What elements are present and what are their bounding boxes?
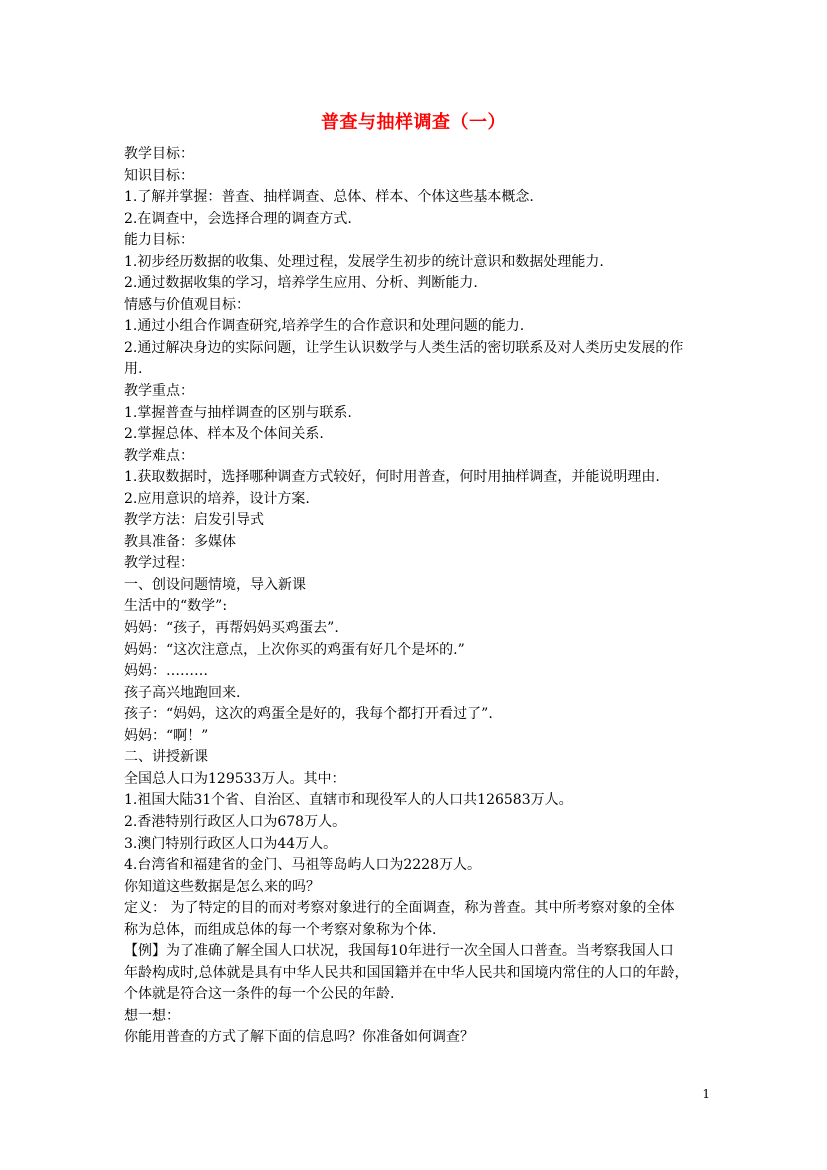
text-line: 教学难点： [124,447,194,464]
text-line: 用. [124,361,143,378]
text-line: 【例】为了准确了解全国人口状况，我国每10年进行一次全国人口普查。当考察我国人口 [124,943,674,960]
text-line: 知识目标： [124,167,194,184]
text-line: 2.应用意识的培养，设计方案. [124,490,310,507]
text-line: 孩子：“妈妈，这次的鸡蛋全是好的，我每个都打开看过了”. [124,706,493,723]
text-line: 2.香港特别行政区人口为678万人。 [124,813,347,830]
text-line: 能力目标： [124,232,194,249]
text-line: 称为总体，而组成总体的每一个考察对象称为个体. [124,921,437,938]
text-line: 年龄构成时,总体就是具有中华人民共和国国籍并在中华人民共和国境内常住的人口的年龄， [124,964,689,981]
text-line: 你知道这些数据是怎么来的吗？ [124,878,320,895]
text-line: 教学方法：启发引导式 [124,512,264,529]
document-body [124,144,710,1049]
text-line: 2.通过解决身边的实际问题，让学生认识数学与人类生活的密切联系及对人类历史发展的作 [124,339,684,356]
text-line: 一、创设问题情境，导入新课 [124,576,306,593]
page-number: 1 [702,1087,710,1101]
text-line: 1.掌握普查与抽样调查的区别与联系. [124,404,352,421]
text-line: 妈妈：……… [124,663,208,680]
text-line: 2.掌握总体、样本及个体间关系. [124,426,324,443]
text-line: 2.通过数据收集的学习，培养学生应用、分析、判断能力. [124,275,478,292]
text-line: 1.初步经历数据的收集、处理过程，发展学生初步的统计意识和数据处理能力. [124,253,604,270]
text-line: 妈妈：“这次注意点，上次你买的鸡蛋有好几个是坏的.” [124,641,465,658]
text-line: 3.澳门特别行政区人口为44万人。 [124,835,338,852]
text-line: 孩子高兴地跑回来. [124,684,241,701]
text-line: 1.了解并掌握：普查、抽样调查、总体、样本、个体这些基本概念. [124,189,534,206]
text-line: 定义： 为了特定的目的而对考察对象进行的全面调查，称为普查。其中所考察对象的全体 [124,900,675,917]
text-line: 教学重点： [124,383,194,400]
text-line: 教学目标： [124,146,194,162]
text-line: 妈妈：“孩子，再帮妈妈买鸡蛋去”. [124,620,339,637]
text-line: 2.在调查中，会选择合理的调查方式. [124,210,352,227]
text-line: 妈妈：“啊！” [124,727,209,744]
text-line: 教具准备：多媒体 [124,533,236,550]
text-line: 1.通过小组合作调查研究,培养学生的合作意识和处理问题的能力. [124,318,525,335]
text-line: 个体就是符合这一条件的每一个公民的年龄. [124,986,395,1003]
text-line: 教学过程： [124,555,194,572]
text-line: 4.台湾省和福建省的金门、马祖等岛屿人口为2228万人。 [124,857,481,874]
text-line: 生活中的“数学”: [124,598,228,615]
text-line: 二、讲授新课 [124,749,208,766]
text-line: 你能用普查的方式了解下面的信息吗？你准备如何调查？ [124,1029,474,1046]
text-line: 情感与价值观目标： [124,296,250,313]
text-line: 想一想： [124,1007,180,1024]
text-line: 1.获取数据时，选择哪种调查方式较好，何时用普查，何时用抽样调查，并能说明理由. [124,469,660,486]
text-line: 全国总人口为129533万人。其中： [124,770,346,787]
text-line: 1.祖国大陆31个省、自治区、直辖市和现役军人的人口共126583万人。 [124,792,573,809]
document-title: 普查与抽样调查（一） [321,112,506,133]
